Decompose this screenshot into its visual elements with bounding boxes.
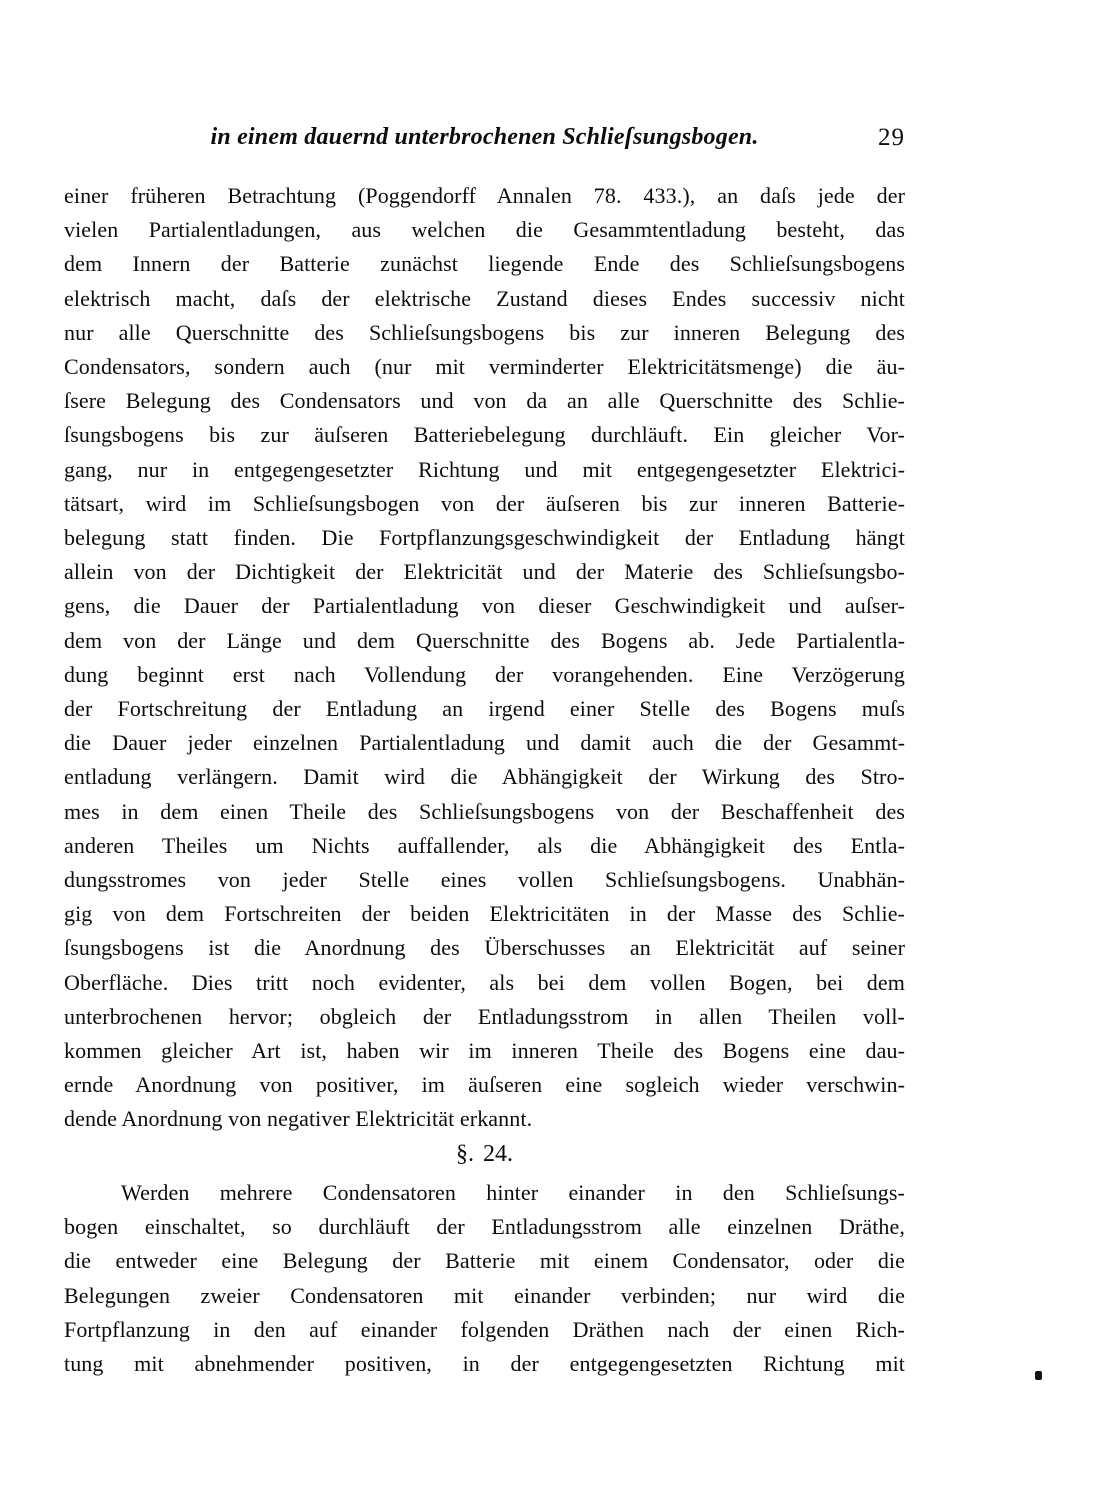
- paragraph-continuation: [64, 179, 905, 1137]
- text-line: ſsungsbogens ist die Anordnung des Überschusses an Elektricität auf seiner: [64, 935, 905, 961]
- text-line: dem von der Länge und dem Querschnitte des Bogens ab. Jede Partialentla-: [64, 627, 905, 653]
- text-line: belegung statt finden. Die Fortpflanzungsgeschwindigkeit der Entladung hängt: [64, 525, 905, 551]
- text-line: dende Anordnung von negativer Elektricität erkannt.: [64, 1106, 533, 1132]
- text-line: entladung verlängern. Damit wird die Abhängigkeit der Wirkung des Stro-: [64, 764, 905, 790]
- text-line: unterbrochenen hervor; obgleich der Entladungsstrom in allen Theilen voll-: [64, 1003, 905, 1029]
- text-line: allein von der Dichtigkeit der Elektricität und der Materie des Schlieſsungsbo-: [64, 559, 905, 585]
- text-line: die Dauer jeder einzelnen Partialentladung und damit auch die der Gesammt-: [64, 730, 905, 756]
- text-line: die entweder eine Belegung der Batterie mit einem Condensator, oder die: [64, 1248, 905, 1274]
- section-heading: §. 24.: [456, 1141, 513, 1167]
- text-line: dungsstromes von jeder Stelle eines vollen Schlieſsungsbogens. Unabhän-: [64, 867, 905, 893]
- text-line: ſsere Belegung des Condensators und von da an alle Querschnitte des Schlie-: [64, 388, 905, 414]
- text-line: mes in dem einen Theile des Schlieſsungsbogens von der Beschaffenheit des: [64, 798, 905, 824]
- text-line: gig von dem Fortschreiten der beiden Elektricitäten in der Masse des Schlie-: [64, 901, 905, 927]
- text-line: gang, nur in entgegengesetzter Richtung und mit entgegengesetzter Elektrici-: [64, 456, 905, 482]
- text-line: anderen Theiles um Nichts auffallender, als die Abhängigkeit des Entla-: [64, 832, 905, 858]
- text-line: einer früheren Betrachtung (Poggendorff Annalen 78. 433.), an daſs jede der: [64, 183, 905, 208]
- text-line: elektrisch macht, daſs der elektrische Zustand dieses Endes successiv nicht: [64, 285, 905, 311]
- paragraph-section-24: [64, 1176, 905, 1381]
- ink-speck-mark: [1035, 1371, 1042, 1380]
- page-number: 29: [878, 124, 905, 151]
- text-line: der Fortschreitung der Entladung an irgend einer Stelle des Bogens muſs: [64, 696, 905, 722]
- text-line: dung beginnt erst nach Vollendung der vorangehenden. Eine Verzögerung: [64, 661, 905, 687]
- text-line: Condensators, sondern auch (nur mit verminderter Elektricitätsmenge) die äu-: [64, 354, 905, 380]
- text-line: gens, die Dauer der Partialentladung von dieser Geschwindigkeit und auſser-: [64, 593, 905, 619]
- page-header: [64, 124, 905, 164]
- text-line: ſsungsbogens bis zur äuſseren Batteriebelegung durchläuft. Ein gleicher Vor-: [64, 422, 905, 448]
- text-line: tung mit abnehmender positiven, in der entgegengesetzten Richtung mit: [64, 1351, 905, 1377]
- text-line: ernde Anordnung von positiver, im äuſseren eine sogleich wieder verschwin-: [64, 1072, 905, 1098]
- text-line: kommen gleicher Art ist, haben wir im inneren Theile des Bogens eine dau-: [64, 1038, 905, 1064]
- text-line: bogen einschaltet, so durchläuft der Entladungsstrom alle einzelnen Dräthe,: [64, 1214, 905, 1240]
- text-line: Belegungen zweier Condensatoren mit einander verbinden; nur wird die: [64, 1282, 905, 1308]
- text-line: vielen Partialentladungen, aus welchen die Gesammtentladung besteht, das: [64, 217, 905, 243]
- text-line: dem Innern der Batterie zunächst liegende Ende des Schlieſsungsbogens: [64, 251, 905, 277]
- running-title: in einem dauernd unterbrochenen Schlieſsungsbogen.: [210, 124, 759, 150]
- text-line: Oberfläche. Dies tritt noch evidenter, als bei dem vollen Bogen, bei dem: [64, 969, 905, 995]
- text-line: Werden mehrere Condensatoren hinter einander in den Schlieſsungs-: [121, 1180, 905, 1205]
- text-line: nur alle Querschnitte des Schlieſsungsbogens bis zur inneren Belegung des: [64, 319, 905, 345]
- text-line: Fortpflanzung in den auf einander folgenden Dräthen nach der einen Rich-: [64, 1316, 905, 1342]
- text-line: tätsart, wird im Schlieſsungsbogen von der äuſseren bis zur inneren Batterie-: [64, 490, 905, 516]
